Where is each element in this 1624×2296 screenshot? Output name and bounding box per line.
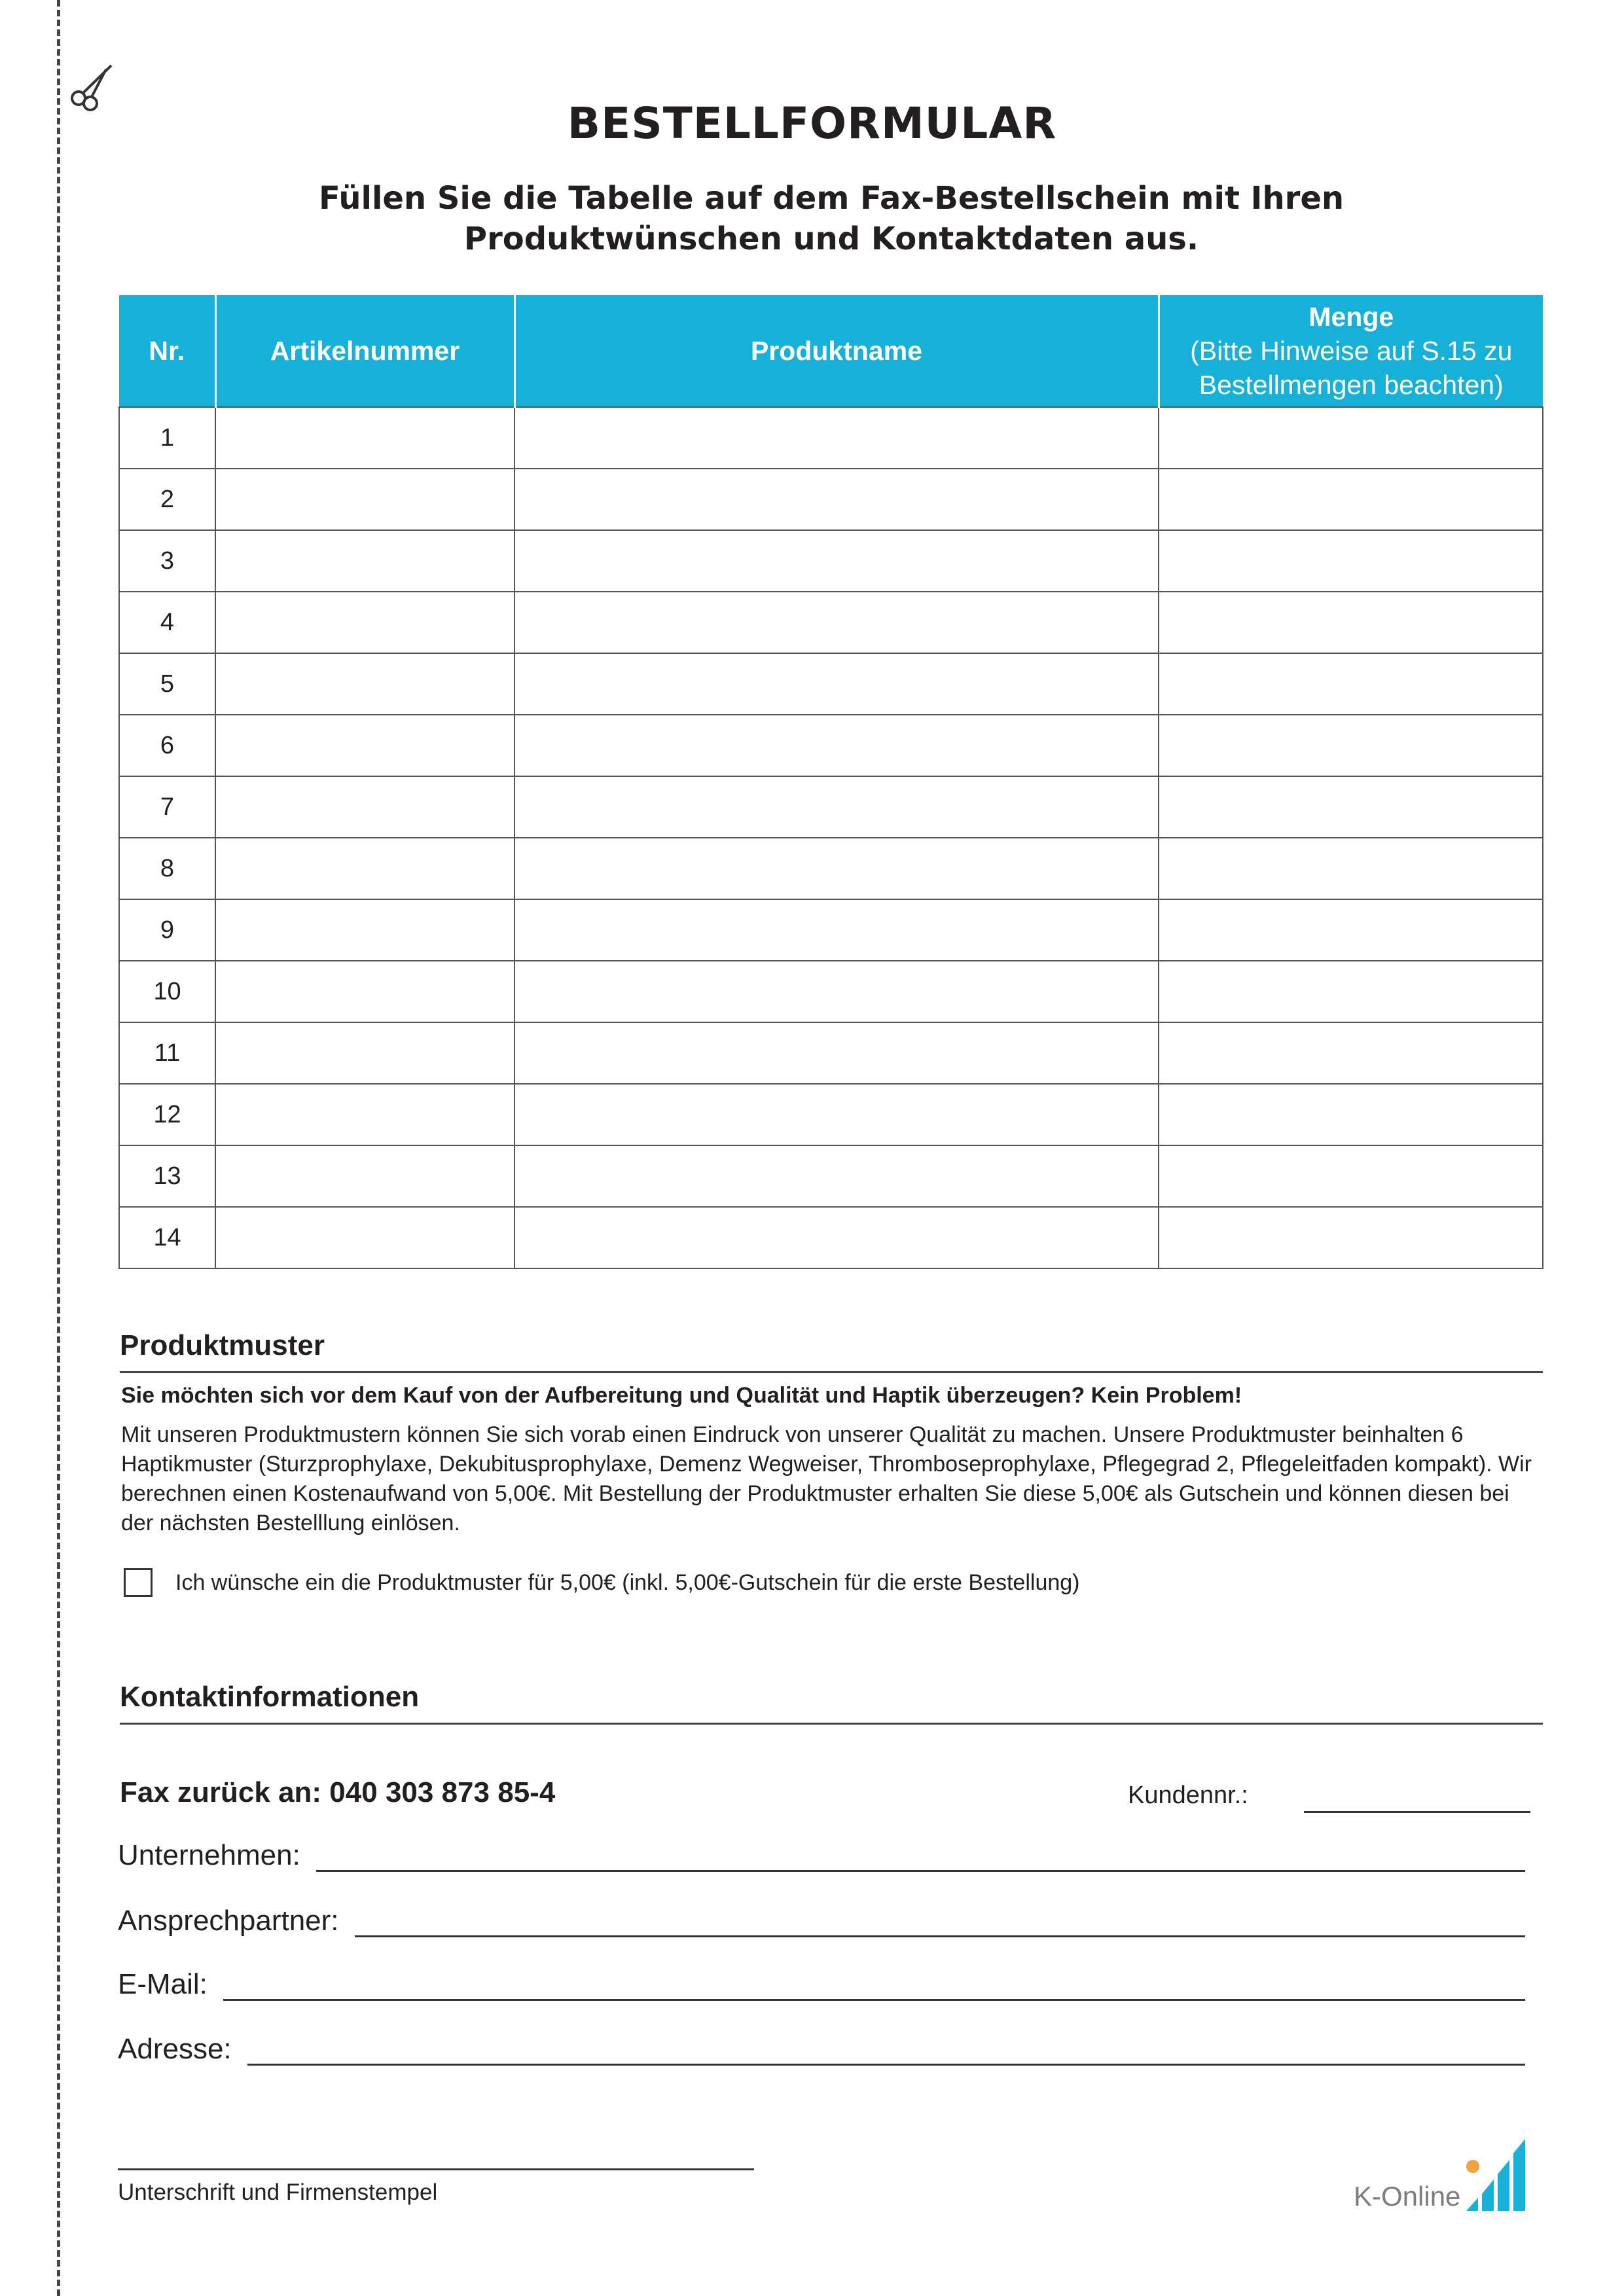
produktname-cell[interactable] (514, 407, 1159, 469)
produktname-cell[interactable] (514, 592, 1159, 653)
artikelnummer-cell[interactable] (215, 1145, 514, 1207)
artikelnummer-cell[interactable] (215, 653, 514, 715)
table-row (119, 1145, 1543, 1207)
artikelnummer-cell[interactable] (215, 1022, 514, 1084)
menge-cell[interactable] (1159, 469, 1543, 530)
row-nr: 10 (119, 961, 215, 1022)
table-row (119, 469, 1543, 530)
artikelnummer-cell[interactable] (215, 469, 514, 530)
col-header-produktname: Produktname (514, 295, 1159, 407)
menge-cell[interactable] (1159, 961, 1543, 1022)
k-online-logo-icon (1464, 2132, 1529, 2211)
page-subtitle: Füllen Sie die Tabelle auf dem Fax-Bestellschein mit Ihren Produktwünschen und Kontaktdaten aus. (318, 180, 1344, 257)
col-header-menge (1159, 295, 1543, 407)
row-nr: 5 (119, 653, 215, 715)
menge-cell[interactable] (1159, 715, 1543, 776)
email-row (118, 1962, 1525, 2001)
menge-cell[interactable] (1159, 776, 1543, 838)
artikelnummer-cell[interactable] (215, 1207, 514, 1268)
unternehmen-row (118, 1833, 1525, 1872)
adresse-row (118, 2026, 1525, 2066)
table-row (119, 407, 1543, 469)
artikelnummer-cell[interactable] (215, 407, 514, 469)
row-nr: 4 (119, 592, 215, 653)
menge-cell[interactable] (1159, 530, 1543, 592)
table-row (119, 715, 1543, 776)
produktname-cell[interactable] (514, 1084, 1159, 1145)
menge-cell[interactable] (1159, 1207, 1543, 1268)
produktname-cell[interactable] (514, 469, 1159, 530)
ansprechpartner-field[interactable] (355, 1903, 1525, 1937)
ansprechpartner-row (118, 1898, 1525, 1937)
logo-text: K-Online (1354, 2181, 1461, 2212)
kundennr-label: Kundennr.: (1128, 1782, 1248, 1809)
produktname-cell[interactable] (514, 530, 1159, 592)
kundennr-field[interactable] (1304, 1784, 1530, 1813)
produktname-cell[interactable] (514, 899, 1159, 961)
artikelnummer-cell[interactable] (215, 776, 514, 838)
col-header-artikelnummer: Artikelnummer (215, 295, 514, 407)
row-nr: 7 (119, 776, 215, 838)
row-nr: 14 (119, 1207, 215, 1268)
cut-line (57, 0, 60, 2296)
artikelnummer-cell[interactable] (215, 899, 514, 961)
produktmuster-text: Mit unseren Produktmustern können Sie sich vorab einen Eindruck von unserer Qualität zu machen. Unsere Produktmuster beinhalten 6 Haptikmuster (Sturzprophylaxe, Dekubitusprophylaxe, Demenz Wegweiser, Thromboseprophylaxe, Pflegegrad 2, Pflegeleitfaden kompakt). Wir berechnen einen Kostenaufwand von 5,00€. Mit Bestellung der Produktmuster erhalten Sie diese 5,00€ als Gutschein und können diesen bei der nächsten Bestelllung einlösen. (121, 1422, 1532, 1535)
artikelnummer-cell[interactable] (215, 838, 514, 899)
table-row (119, 776, 1543, 838)
produktmuster-lead: Sie möchten sich vor dem Kauf von der Aufbereitung und Qualität und Haptik überzeugen? Kein Problem! (121, 1383, 1242, 1408)
produktname-cell[interactable] (514, 1022, 1159, 1084)
artikelnummer-cell[interactable] (215, 592, 514, 653)
row-nr: 3 (119, 530, 215, 592)
table-row (119, 1084, 1543, 1145)
adresse-label: Adresse: (118, 2033, 232, 2065)
table-row (119, 961, 1543, 1022)
menge-cell[interactable] (1159, 592, 1543, 653)
produktmuster-heading: Produktmuster (120, 1329, 1543, 1373)
menge-cell[interactable] (1159, 838, 1543, 899)
row-nr: 1 (119, 407, 215, 469)
row-nr: 11 (119, 1022, 215, 1084)
table-row (119, 838, 1543, 899)
menge-label: Menge (1308, 302, 1394, 332)
produktname-cell[interactable] (514, 1207, 1159, 1268)
page-title: BESTELLFORMULAR (567, 98, 1057, 149)
col-header-nr: Nr. (119, 295, 215, 407)
table-row (119, 592, 1543, 653)
signature-label: Unterschrift und Firmenstempel (118, 2179, 438, 2205)
menge-cell[interactable] (1159, 899, 1543, 961)
menge-cell[interactable] (1159, 407, 1543, 469)
row-nr: 12 (119, 1084, 215, 1145)
produktname-cell[interactable] (514, 776, 1159, 838)
produktname-cell[interactable] (514, 961, 1159, 1022)
ansprechpartner-label: Ansprechpartner: (118, 1905, 339, 1937)
menge-cell[interactable] (1159, 1022, 1543, 1084)
kontakt-heading: Kontaktinformationen (120, 1681, 1543, 1725)
adresse-field[interactable] (247, 2031, 1525, 2066)
table-header-row (119, 295, 1543, 407)
email-field[interactable] (223, 1966, 1525, 2001)
email-label: E-Mail: (118, 1968, 208, 2000)
row-nr: 8 (119, 838, 215, 899)
signature-line[interactable] (118, 2168, 754, 2170)
menge-cell[interactable] (1159, 1084, 1543, 1145)
produktname-cell[interactable] (514, 715, 1159, 776)
order-table (118, 295, 1543, 1269)
table-row (119, 1022, 1543, 1084)
artikelnummer-cell[interactable] (215, 961, 514, 1022)
table-row (119, 653, 1543, 715)
menge-cell[interactable] (1159, 1145, 1543, 1207)
table-row (119, 899, 1543, 961)
row-nr: 2 (119, 469, 215, 530)
artikelnummer-cell[interactable] (215, 1084, 514, 1145)
row-nr: 13 (119, 1145, 215, 1207)
row-nr: 9 (119, 899, 215, 961)
unternehmen-label: Unternehmen: (118, 1839, 300, 1871)
produktmuster-checkbox-label: Ich wünsche ein die Produktmuster für 5,00€ (inkl. 5,00€-Gutschein für die erste Bestellung) (175, 1570, 1080, 1595)
unternehmen-field[interactable] (316, 1837, 1525, 1872)
fax-number: Fax zurück an: 040 303 873 85-4 (120, 1776, 556, 1808)
menge-note: (Bitte Hinweise auf S.15 zu Bestellmengen beachten) (1190, 336, 1513, 400)
produktname-cell[interactable] (514, 653, 1159, 715)
artikelnummer-cell[interactable] (215, 530, 514, 592)
produktname-cell[interactable] (514, 838, 1159, 899)
menge-cell[interactable] (1159, 653, 1543, 715)
produktname-cell[interactable] (514, 1145, 1159, 1207)
table-row (119, 530, 1543, 592)
produktmuster-checkbox[interactable] (124, 1568, 153, 1597)
artikelnummer-cell[interactable] (215, 715, 514, 776)
table-row (119, 1207, 1543, 1268)
row-nr: 6 (119, 715, 215, 776)
